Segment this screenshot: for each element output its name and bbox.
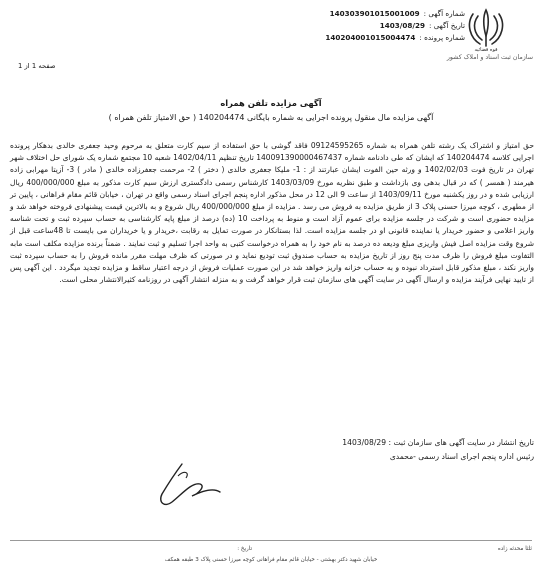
- notice-date-label: تاریخ آگهی :: [428, 21, 465, 30]
- svg-text:ﻗﻮﻩ ﻗﻀﺎﺋﻴﻪ: ﻗﻮﻩ ﻗﻀﺎﺋﻴﻪ: [474, 47, 498, 52]
- publication-date: تاریخ انتشار در سایت آگهی های سازمان ثبت : 1403/08/29: [342, 438, 534, 447]
- footer-address: خیابان شهید دکتر بهشتی - خیابان قائم مقام فراهانی کوچه میرزا حسنی پلاک 3 طبقه همکف: [164, 557, 378, 563]
- notice-number-row: [255, 8, 465, 20]
- notice-title: آگهی مزایده تلفن همراه: [220, 98, 322, 108]
- notice-date: 1403/08/29: [379, 21, 425, 30]
- file-number-row: [255, 32, 465, 44]
- page-number: صفحه 1 از 1: [18, 62, 56, 70]
- notice-meta: [255, 8, 465, 44]
- notice-number-label: شماره آگهی :: [423, 9, 465, 18]
- notice-number: 140303901015001009: [329, 9, 420, 18]
- notice-body: حق امتیاز و اشتراک یک رشته تلفن همراه به شماره 09124595265 فاقد گوشی با حق استفاده از سیم کارت متعلق به مرحوم وحید جعفری خالدی بدهکار پرونده اجرایی کلاسه 140204474 که ایشان که طی دادنامه شماره 140091390000467437 تاریخ تنظیم 1402/04/11 شعبه 10 مجتمع شماره یک شورای حل اختلاف شهر تهران در تاریخ فوت 1402/02/03 و ورثه حین الفوت ایشان عبارتند از : 1- ملیکا جعفری خالدی ( دختر ) 2- مرحمت جعفرزاده خالدی ( مادر ) 3- آزیتا مهرابی زاده هیرمند ( همسر ) که در قبال بدهی وی بازداشت و طبق نظریه مورخ 1403/03/09 کارشناس رسمی دادگستری ارزش سیم کارت مذکور به مبلغ 400/000/000 ریال ارزیابی شده و در روز یکشنبه مورخ 1403/09/11 از ساعت 9 الی 12 در محل مذکور اداره پنجم اجرای اسناد رسمی واقع در تهران ، خیابان قائم مقام فراهانی ، پایین تر از مطهری ، کوچه میرزا حسنی پلاک 3 از طریق مزایده به فروش می رسد . مزایده از مبلغ 400/000/000 ریال شروع و به بالاترین قیمت پیشنهادی فروخته خواهد شد و مزایده حضوری است و شرکت در جلسه مزایده برای عموم آزاد است و منوط به پرداخت 10 (ده) درصد از مبلغ پایه کارشناسی به حساب سپرده ثبت و تحت شناسه واریز اعلامی و حضور خریدار یا نماینده قانونی او در جلسه مزایده است. لذا بستانکار در صورت تمایل به رقابت ،خریدار و یا خریداران می بایست تا 48ساعت قبل از شروع وقت مزایده اصل فیش واریزی مبلغ ودیعه ده درصد به نام خود را به همراه درخواست کتبی به واحد اجرا تسلیم و ثبت نمایند . ضمناً برنده مزایده مکلف است مابه التفاوت مبلغ فروش را ظرف مدت پنج روز از تاریخ مزایده به حساب صندوق ثبت تودیع نماید و در صورتی که ظرف مهلت مقرر مانده فروش را به حساب سپرده ثبت واریز نکند ، مبلغ مذکور قابل استرداد نبوده و به حساب خزانه واریز خواهد شد در این صورت عملیات فروش از درجه اعتبار ساقط و مزایده تجدید میگردد . این آگهی پس از تایید نهایی فرآیند مزایده و ارسال آگهی در سایت آگهی های سازمان ثبت قرار خواهد گرفت و به منزله انتشار آگهی در روزنامه کثیرالانتشار محلی است.: [10, 141, 535, 285]
- footer: [0, 540, 542, 570]
- file-number-label: شماره پرونده :: [419, 33, 465, 42]
- signature-image: [148, 458, 228, 518]
- file-number: 140204001015004474: [325, 33, 416, 42]
- issuing-authority: رئیس اداره پنجم اجرای اسناد رسمی -محمدی: [389, 452, 534, 461]
- iran-emblem-icon: [466, 6, 506, 52]
- footer-date-label: تاریخ :: [237, 546, 252, 552]
- footer-divider: [10, 540, 532, 541]
- organization-name: سازمان ثبت اسناد و املاک کشور: [446, 54, 533, 61]
- notice-subtitle: آگهی مزایده مال منقول پرونده اجرایی به شماره بایگانی 140204474 ( حق الامتیاز تلفن همراه ): [108, 113, 434, 122]
- notice-date-row: [255, 20, 465, 32]
- footer-author: ثلثا محدثه زاده: [497, 546, 532, 552]
